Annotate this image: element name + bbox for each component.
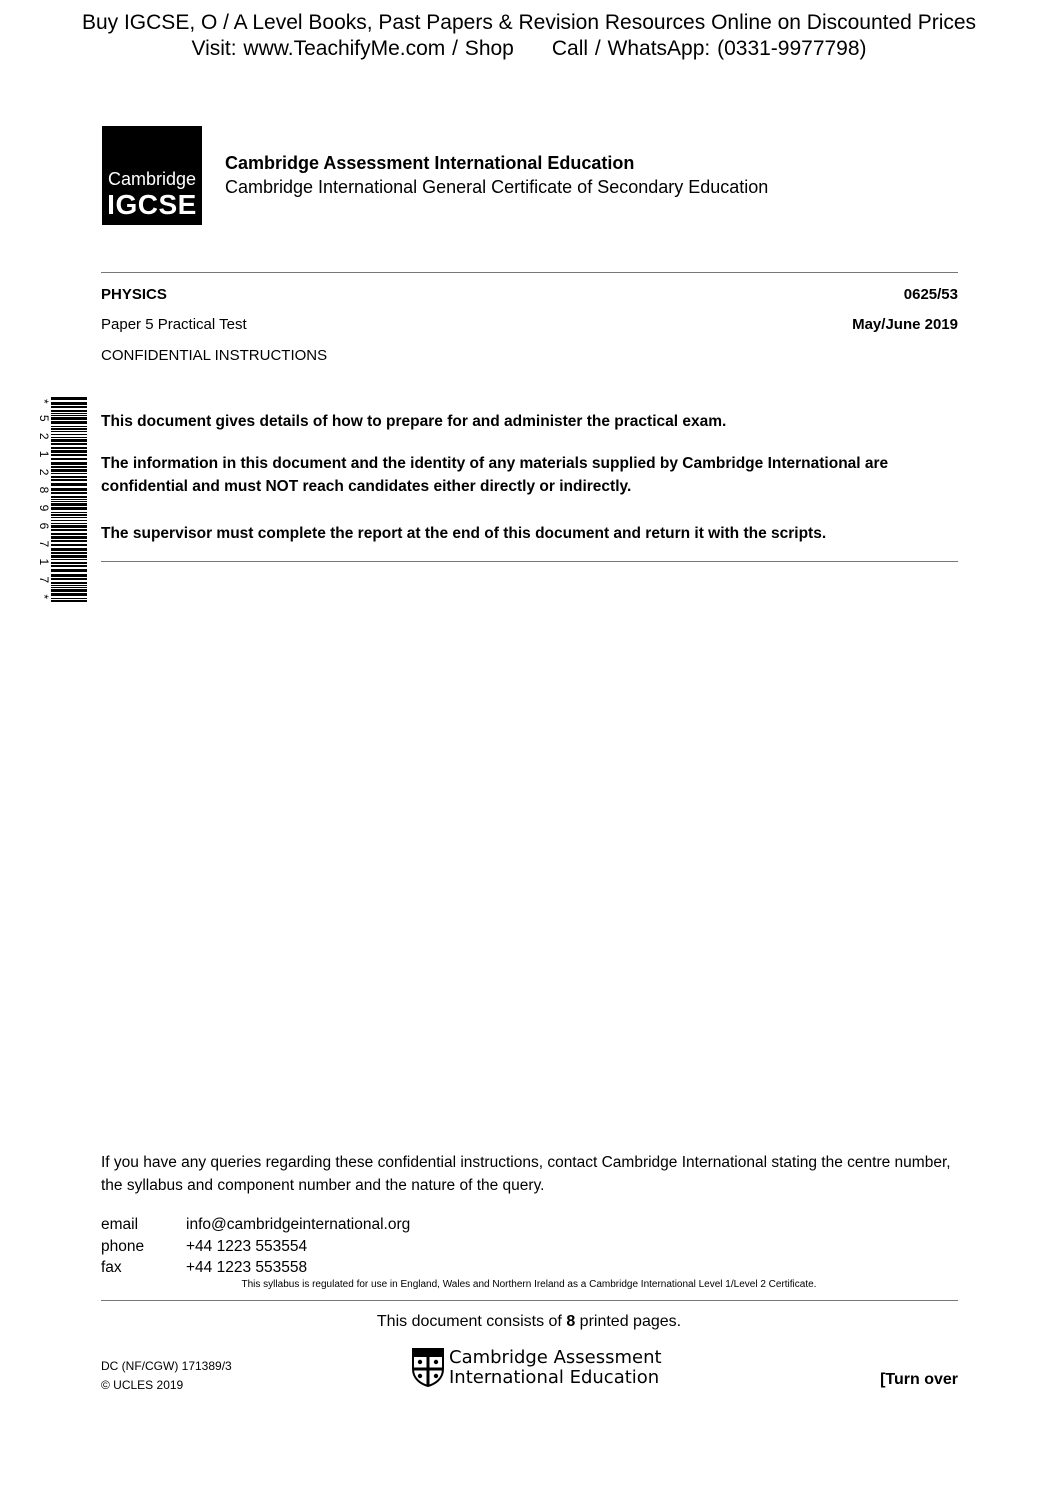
barcode-bar — [51, 600, 87, 602]
barcode-bar — [51, 469, 87, 472]
barcode-bar — [51, 533, 87, 535]
promo-phone: Call / WhatsApp: (0331-9977798) — [551, 37, 867, 60]
barcode-bar — [51, 548, 87, 551]
contact-email-label: email — [101, 1216, 139, 1233]
logo-line-2: IGCSE — [107, 189, 197, 220]
barcode-bar — [51, 585, 87, 586]
barcode-bar — [51, 454, 87, 456]
paper-title: Paper 5 Practical Test — [101, 316, 247, 333]
barcode-bar — [51, 501, 87, 502]
logo-line-1: Cambridge — [107, 169, 197, 189]
barcode-bar — [51, 552, 87, 554]
barcode-bar — [51, 514, 87, 516]
syllabus-code: 0625/53 — [903, 286, 958, 303]
qualification-name: Cambridge International General Certificate of Secondary Education — [225, 177, 769, 197]
barcode-bar — [51, 499, 87, 500]
barcode-bar — [51, 473, 87, 474]
document-reference: DC (NF/CGW) 171389/3 — [101, 1359, 232, 1373]
footer-brand-line-2: International Education — [449, 1367, 660, 1388]
barcode-bar — [51, 397, 87, 400]
promo-website[interactable]: Visit: www.TeachifyMe.com / Shop — [191, 37, 514, 60]
promo-line-2 — [0, 37, 1058, 61]
barcode-bar — [51, 517, 87, 518]
barcode-bar — [51, 431, 87, 432]
barcode-bar — [51, 434, 87, 435]
barcode-bar — [51, 458, 87, 460]
barcode-bar — [51, 507, 87, 510]
barcode-bar — [51, 559, 87, 560]
barcode-bar — [51, 492, 87, 494]
barcode-bar — [51, 540, 87, 542]
notice-1: This document gives details of how to prepare for and administer the practical exam. — [101, 413, 727, 430]
barcode-bar — [51, 562, 87, 564]
barcode-bar — [51, 578, 87, 580]
contact-phone-value: +44 1223 553554 — [186, 1238, 308, 1255]
turn-over: [Turn over — [880, 1371, 958, 1388]
contact-fax-label: fax — [101, 1259, 122, 1276]
barcode-bar — [51, 529, 87, 531]
barcode-bar — [51, 479, 87, 481]
barcode-bar — [51, 421, 87, 424]
copyright-notice: © UCLES 2019 — [101, 1378, 184, 1392]
page-count-suffix: printed pages. — [575, 1313, 682, 1330]
document-type: CONFIDENTIAL INSTRUCTIONS — [101, 347, 328, 364]
barcode-bar — [51, 555, 87, 558]
footer-reference — [101, 1357, 232, 1395]
barcode-bar — [51, 410, 87, 412]
barcode-text: *5212896717* — [37, 399, 51, 599]
barcode-bar — [51, 587, 87, 588]
barcode-bar — [51, 437, 87, 438]
barcode-bar — [51, 598, 87, 599]
barcode-bar — [51, 462, 87, 465]
barcode-bar — [51, 589, 87, 592]
barcode-bar — [51, 565, 87, 567]
barcode-bar — [51, 428, 87, 430]
barcode-bar — [51, 512, 87, 513]
barcode-bar — [51, 525, 87, 528]
crest-icon — [411, 1347, 445, 1387]
notice-3: The supervisor must complete the report at the end of this document and return it with the scripts. — [101, 525, 827, 542]
page-count-number: 8 — [566, 1313, 576, 1330]
contact-fax-value: +44 1223 553558 — [186, 1259, 308, 1276]
barcode-bar — [51, 406, 87, 408]
barcode-bar — [51, 544, 87, 546]
barcode-bar — [51, 569, 87, 572]
divider-notices — [101, 561, 958, 562]
barcode-bar — [51, 443, 87, 445]
subject-title: PHYSICS — [101, 286, 167, 303]
notice-2: The information in this document and the identity of any materials supplied by Cambridge International are confidential and must NOT reach candidates either directly or indirectly. — [101, 455, 889, 495]
barcode-bar — [51, 496, 87, 498]
barcode-bar — [51, 402, 87, 405]
barcode-bar — [51, 476, 87, 478]
barcode-bar — [51, 523, 87, 524]
divider-bottom — [101, 1300, 958, 1301]
cambridge-igcse-logo — [102, 126, 202, 225]
barcode-bar — [51, 439, 87, 442]
barcode-bar — [51, 593, 87, 596]
barcode-bar — [51, 466, 87, 468]
barcode-bar — [51, 483, 87, 486]
barcode-bar — [51, 536, 87, 539]
barcode-bar — [51, 413, 87, 414]
barcode-bar — [51, 503, 87, 506]
barcode-bar — [51, 520, 87, 521]
regulation-note: This syllabus is regulated for use in England, Wales and Northern Ireland as a Cambridge International Level 1/Level 2 Certificate. — [241, 1279, 817, 1290]
contact-phone-label: phone — [101, 1238, 145, 1255]
barcode-bar — [51, 426, 87, 427]
divider-top — [101, 272, 958, 273]
barcode-bar — [51, 450, 87, 453]
page-count-prefix: This document consists of — [376, 1313, 567, 1330]
organisation-name: Cambridge Assessment International Education — [225, 153, 635, 173]
query-instructions: If you have any queries regarding these confidential instructions, contact Cambridge International stating the centre number, the syllabus and component number and the nature of the query. — [101, 1154, 951, 1194]
barcode-bar — [51, 582, 87, 584]
barcode-bar — [51, 488, 87, 491]
exam-session: May/June 2019 — [852, 316, 958, 333]
barcode-bar — [51, 415, 87, 416]
barcode-bar — [51, 417, 87, 420]
contact-email-value[interactable]: info@cambridgeinternational.org — [186, 1216, 411, 1233]
promo-line-1: Buy IGCSE, O / A Level Books, Past Papers & Revision Resources Online on Discounted Prices — [81, 11, 977, 34]
barcode-bar — [51, 574, 87, 577]
barcode — [37, 397, 87, 602]
page-count — [0, 1313, 1058, 1331]
barcode-bar — [51, 447, 87, 449]
footer-brand-line-1: Cambridge Assessment — [449, 1347, 662, 1368]
